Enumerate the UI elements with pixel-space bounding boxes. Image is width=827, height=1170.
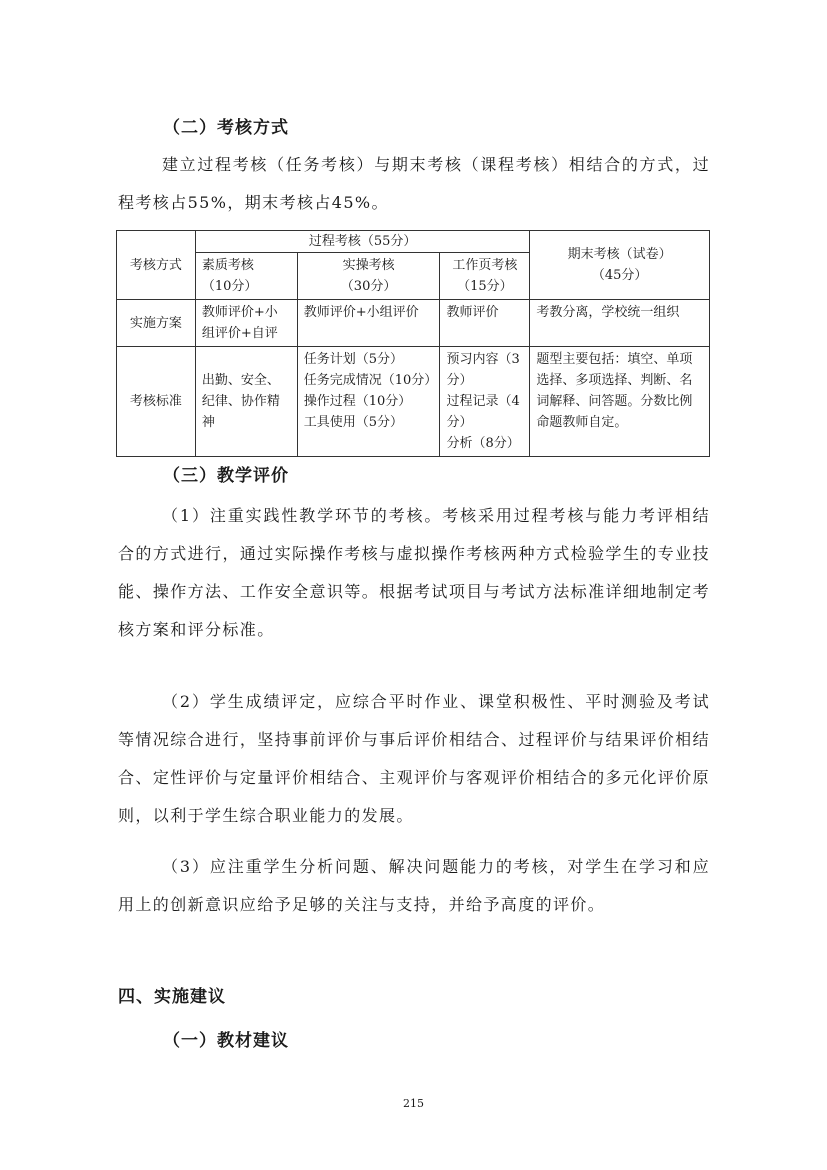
row-label-plan: 实施方案: [117, 300, 196, 347]
plan-final: 考教分离，学校统一组织: [530, 300, 710, 347]
header-practice-line1: 实操考核: [342, 258, 395, 273]
std-final: 题型主要包括：填空、单项选择、多项选择、判断、名词解释、问答题。分数比例命题教师自定。: [530, 347, 710, 457]
std-practice-item: 任务完成情况（10分）: [303, 373, 438, 388]
header-final-line1: 期末考核（试卷）: [567, 247, 672, 262]
row-label-standard: 考核标准: [117, 347, 196, 457]
plan-practice: 教师评价+小组评价: [297, 300, 440, 347]
eval-paragraph-2: （2）学生成绩评定，应综合平时作业、课堂积极性、平时测验及考试等情况综合进行，坚持事前评价与事后评价相结合、过程评价与结果评价相结合、定性评价与定量评价相结合、主观评价与客观评价相结合的多元化评价原则，以利于学生综合职业能力的发展。: [118, 692, 710, 825]
header-process: 过程考核（55分）: [195, 231, 529, 253]
std-practice: [297, 347, 440, 457]
header-final-line2: （45分）: [591, 268, 648, 283]
std-workbook-item: 预习内容（3分）: [446, 352, 520, 388]
std-practice-item: 工具使用（5分）: [303, 415, 403, 430]
section-heading-assessment-method: （二）考核方式: [163, 118, 289, 138]
std-workbook-item: 分析（8分）: [446, 436, 520, 451]
header-quality-line1: 素质考核: [201, 258, 254, 273]
plan-quality: 教师评价+小组评价+自评: [195, 300, 297, 347]
header-quality-line2: （10分）: [201, 279, 258, 294]
header-method: 考核方式: [117, 231, 196, 300]
std-workbook-item: 过程记录（4分）: [446, 394, 520, 430]
header-final: [530, 231, 710, 300]
std-practice-item: 操作过程（10分）: [303, 394, 412, 409]
header-workbook: [440, 253, 530, 300]
std-workbook: [440, 347, 530, 457]
section-heading-implementation: 四、实施建议: [118, 987, 226, 1007]
section-heading-textbook: （一）教材建议: [163, 1031, 289, 1051]
header-practice: [297, 253, 440, 300]
eval-paragraph-1: （1）注重实践性教学环节的考核。考核采用过程考核与能力考评相结合的方式进行，通过实际操作考核与虚拟操作考核两种方式检验学生的专业技能、操作方法、工作安全意识等。根据考试项目与考试方法标准详细地制定考核方案和评分标准。: [118, 506, 710, 639]
header-practice-line2: （30分）: [340, 279, 397, 294]
header-workbook-line2: （15分）: [457, 279, 513, 294]
eval-paragraph-3: （3）应注重学生分析问题、解决问题能力的考核，对学生在学习和应用上的创新意识应给予足够的关注与支持，并给予高度的评价。: [118, 857, 710, 914]
page-number: 215: [403, 1097, 424, 1110]
section-heading-teaching-evaluation: （三）教学评价: [163, 466, 289, 486]
header-quality: [195, 253, 297, 300]
assessment-table: [116, 230, 710, 457]
std-quality: 出勤、安全、纪律、协作精神: [195, 347, 297, 457]
header-workbook-line1: 工作页考核: [452, 258, 518, 273]
std-practice-item: 任务计划（5分）: [303, 352, 403, 367]
plan-workbook: 教师评价: [440, 300, 530, 347]
intro-paragraph: 建立过程考核（任务考核）与期末考核（课程考核）相结合的方式，过程考核占55%，期末考核占45%。: [118, 155, 710, 212]
